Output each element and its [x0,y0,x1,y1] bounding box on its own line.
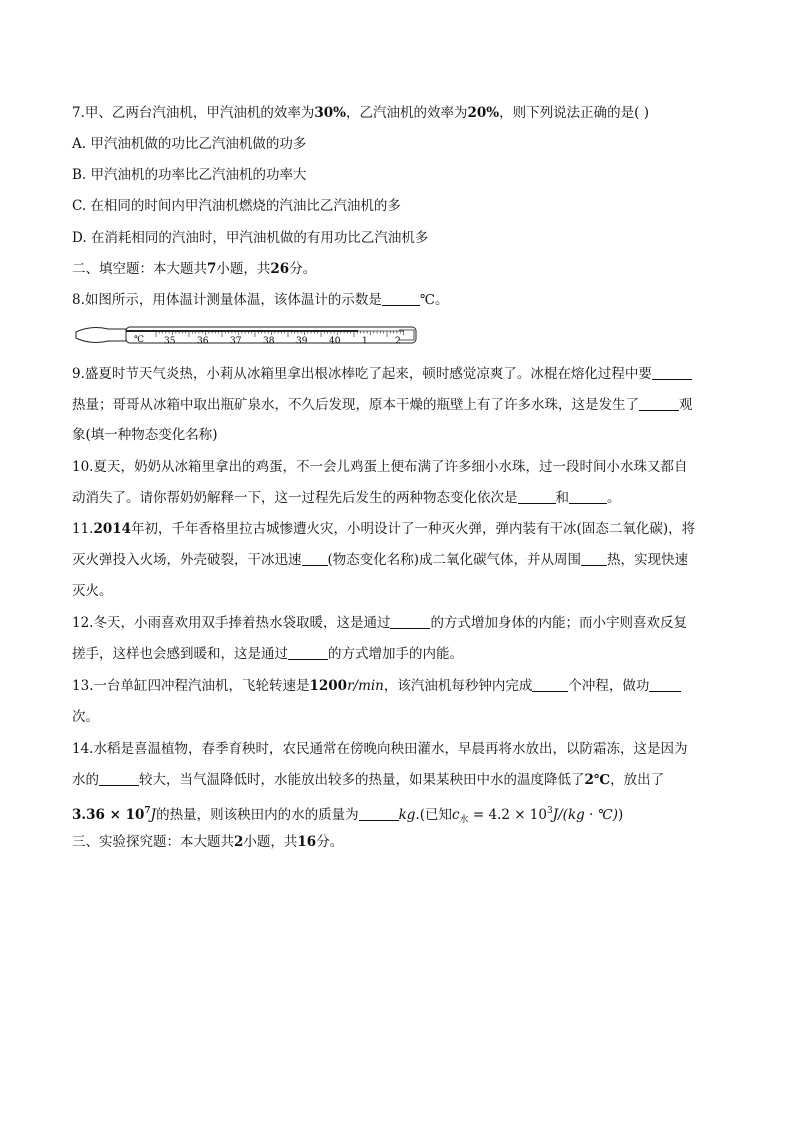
question-9-line-2: 热量；哥哥从冰箱中取出瓶矿泉水，不久后发现，原本干燥的瓶壁上有了许多水珠，这是发生了 观 [72,397,693,413]
thermo-scale-label: 39 [296,336,308,347]
question-13-line-1: 13.一台单缸四冲程汽油机，飞轮转速是1200r/min，该汽油机每秒钟内完成 个冲程，做功 [72,677,722,695]
question-13-line-2: 次。 [72,709,99,725]
answer-blank[interactable] [302,551,328,566]
question-7-option-c: C. 在相同的时间内甲汽油机燃烧的汽油比乙汽油机的多 [72,198,401,214]
question-14-line-1: 14.水稻是喜温植物，春季育秧时，农民通常在傍晚向秧田灌水，早晨再将水放出，以防霜冻，这是因为 [72,741,688,757]
question-11-line-2: 灭火弹投入火场，外壳破裂，干冰迅速 (物态变化名称)成二氧化碳气体，并从周围 热，实现快速 [72,552,689,568]
question-9-line-3: 象(填一种物态变化名称) [72,427,218,443]
answer-blank[interactable] [382,291,420,306]
thermo-scale-label: 37 [230,336,242,347]
answer-blank[interactable] [532,677,568,692]
thermo-scale-label: 2 [395,336,401,347]
answer-blank[interactable] [359,806,399,821]
answer-blank[interactable] [569,489,607,504]
question-7-option-b: B. 甲汽油机的功率比乙汽油机的功率大 [72,167,307,183]
question-11-line-3: 灭火。 [72,583,113,599]
answer-blank[interactable] [518,489,556,504]
question-7-option-a: A. 甲汽油机做的功比乙汽油机做的功多 [72,136,307,152]
thermo-unit-label: ℃ [134,335,145,345]
thermo-scale-label: 35 [164,336,176,347]
answer-blank[interactable] [649,677,681,692]
section-2-heading: 二、填空题：本大题共7小题，共26分。 [72,261,317,277]
question-12-line-2: 搓手，这样也会感到暖和，这是通过 的方式增加手的内能。 [72,646,463,662]
thermo-scale-label: 36 [197,336,209,347]
question-10-line-1: 10.夏天，奶奶从冰箱里拿出的鸡蛋，不一会儿鸡蛋上便布满了许多细小水珠，过一段时间小水珠又都自 [72,459,688,475]
question-11-line-1: 11.2014年初，千年香格里拉古城惨遭火灾，小明设计了一种灭火弹，弹内装有干冰(固态二氧化碳)，将 [72,521,696,537]
thermo-scale-label: 1 [362,336,368,347]
question-7-stem: 7.甲、乙两台汽油机，甲汽油机的效率为30%，乙汽油机的效率为20%，则下列说法正确的是( ) [72,105,649,121]
question-8-stem: 8.如图所示，用体温计测量体温，该体温计的示数是 ℃。 [72,292,449,308]
question-14-line-2: 水的 较大，当气温降低时，水能放出较多的热量，如果某秧田中水的温度降低了2℃，放出了 [72,772,665,788]
answer-blank[interactable] [639,396,679,411]
question-14-line-3: $3.36 \times 10^7J$的热量，则该秧田内的水的质量为 kg.(已知$c_水 = 4.2 \times 10^3J/(kg$ · ℃)) [72,806,624,825]
answer-blank[interactable] [581,551,607,566]
answer-blank[interactable] [390,614,430,629]
answer-blank[interactable] [288,645,328,660]
answer-blank[interactable] [652,365,692,380]
question-10-line-2: 动消失了。请你帮奶奶解释一下，这一过程先后发生的两种物态变化依次是 和 。 [72,490,621,506]
thermometer-figure [74,323,420,347]
section-3-heading: 三、实验探究题：本大题共2小题，共16分。 [72,834,344,850]
question-7-option-d: D. 在消耗相同的汽油时，甲汽油机做的有用功比乙汽油机多 [72,230,429,246]
question-12-line-1: 12.冬天，小雨喜欢用双手捧着热水袋取暖，这是通过 的方式增加身体的内能；而小宇则喜欢反复 [72,615,687,631]
thermo-scale-label: 40 [329,336,341,347]
question-9-line-1: 9.盛夏时节天气炎热，小莉从冰箱里拿出根冰棒吃了起来，顿时感觉凉爽了。冰棍在熔化过程中要 [72,365,722,383]
answer-blank[interactable] [99,771,139,786]
thermo-scale-label: 38 [263,336,275,347]
